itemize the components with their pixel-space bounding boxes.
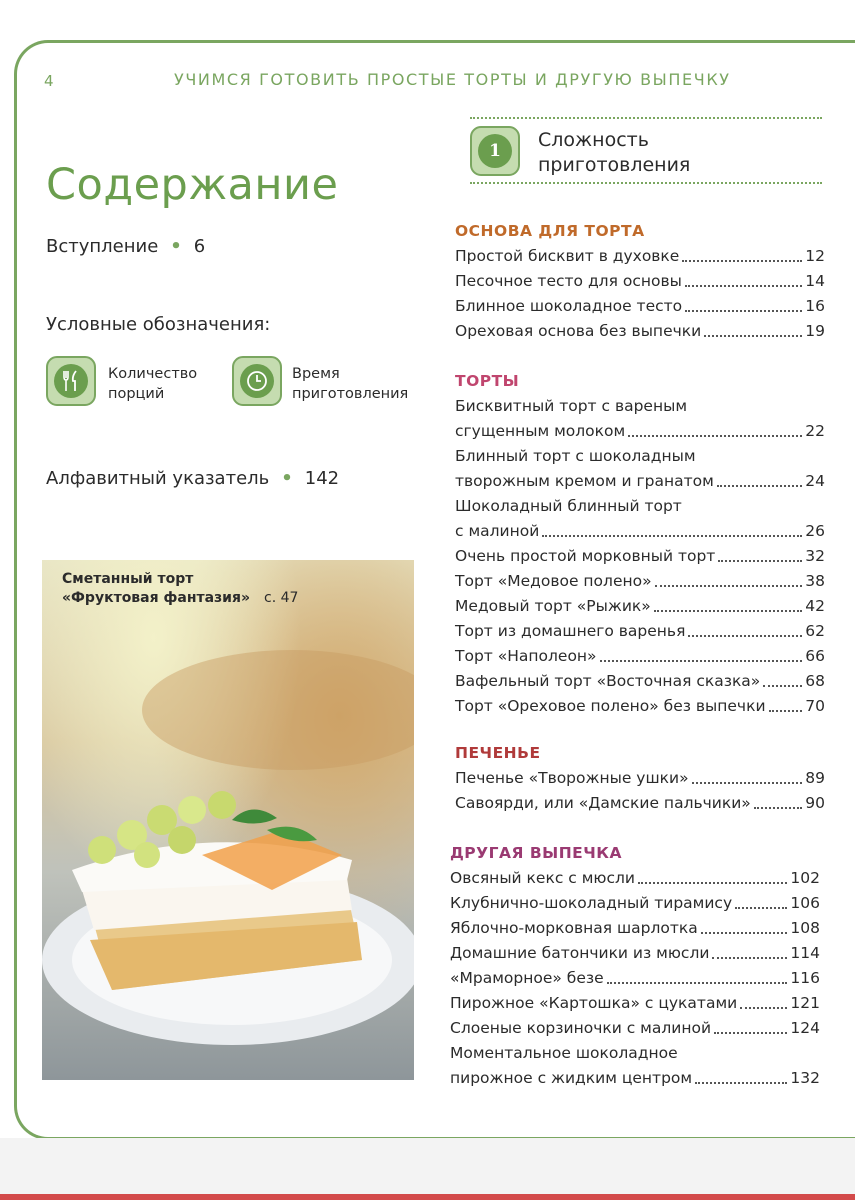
toc-entry-page: 22 — [805, 422, 825, 440]
cake-photo — [42, 560, 414, 1080]
dot-leader — [704, 335, 802, 337]
toc-entry-title: Савоярди, или «Дамские пальчики» — [455, 794, 751, 812]
toc-entry-line1[interactable] — [455, 444, 825, 468]
index-label: Алфавитный указатель — [46, 468, 270, 489]
toc-entry-page: 102 — [790, 869, 820, 887]
dot-leader — [628, 435, 802, 437]
dot-leader — [600, 660, 803, 662]
toc-entry-title: сгущенным молоком — [455, 422, 626, 440]
toc-entry-title: Яблочно-морковная шарлотка — [450, 919, 698, 937]
toc-entry-line1[interactable] — [450, 1041, 820, 1065]
toc-entry-page: 114 — [790, 944, 820, 962]
dot-leader — [769, 710, 803, 712]
toc-entry-title: Очень простой морковный торт — [455, 547, 716, 565]
fork-knife-glyph — [54, 364, 88, 398]
servings-legend-label — [108, 364, 197, 404]
toc-entry-title: творожным кремом и гранатом — [455, 472, 714, 490]
toc-entry[interactable] — [455, 294, 825, 318]
running-header: УЧИМСЯ ГОТОВИТЬ ПРОСТЫЕ ТОРТЫ И ДРУГУЮ ВЫПЕЧКУ — [174, 70, 731, 89]
toc-entry-page: 121 — [790, 994, 820, 1012]
dot-leader — [688, 635, 802, 637]
photo-caption — [62, 570, 298, 608]
toc-entry[interactable] — [450, 1016, 820, 1040]
cake-illustration — [42, 560, 414, 1080]
bottom-edge-stripe — [0, 1194, 855, 1200]
dot-leader — [682, 260, 802, 262]
index-page: 142 — [304, 468, 340, 489]
page-bottom-margin — [0, 1138, 855, 1200]
section-heading-base: ОСНОВА ДЛЯ ТОРТА — [455, 222, 645, 240]
toc-entry[interactable] — [455, 469, 825, 493]
dot-leader — [607, 982, 788, 984]
toc-entry[interactable] — [450, 941, 820, 965]
toc-entry[interactable] — [455, 694, 825, 718]
toc-entry[interactable] — [455, 269, 825, 293]
photo-caption-line1: Сметанный торт — [62, 571, 194, 587]
toc-entry-title: Ореховая основа без выпечки — [455, 322, 702, 340]
toc-entry-page: 19 — [805, 322, 825, 340]
index-entry[interactable] — [46, 468, 339, 489]
toc-entry[interactable] — [455, 544, 825, 568]
dot-leader — [654, 610, 803, 612]
toc-entry[interactable] — [450, 866, 820, 890]
dot-leader — [718, 560, 802, 562]
toc-entry-title: Торт «Наполеон» — [455, 647, 597, 665]
toc-entry-title: Торт «Медовое полено» — [455, 572, 652, 590]
legend-title: Условные обозначения: — [46, 314, 271, 335]
toc-entry-title: Вафельный торт «Восточная сказка» — [455, 672, 761, 690]
difficulty-badge-icon — [470, 126, 520, 176]
servings-label-line1: Количество — [108, 366, 198, 382]
time-legend-label — [292, 364, 408, 404]
toc-entry-page: 16 — [805, 297, 825, 315]
intro-entry[interactable] — [46, 236, 205, 257]
toc-entry-page: 66 — [805, 647, 825, 665]
dot-leader — [695, 1082, 787, 1084]
difficulty-level-value: 1 — [478, 134, 512, 168]
toc-entry-title: Клубнично-шоколадный тирамису — [450, 894, 733, 912]
time-label-line2: приготовления — [292, 386, 409, 402]
dotted-divider-top — [470, 117, 822, 119]
toc-entry[interactable] — [455, 669, 825, 693]
dot-leader — [714, 1032, 787, 1034]
toc-entry-page: 42 — [805, 597, 825, 615]
toc-entry-title: Овсяный кекс с мюсли — [450, 869, 635, 887]
intro-page: 6 — [193, 236, 206, 257]
toc-entry-page: 90 — [805, 794, 825, 812]
toc-entry-title: Простой бисквит в духовке — [455, 247, 680, 265]
toc-entry[interactable] — [455, 319, 825, 343]
dot-leader — [754, 807, 803, 809]
toc-entry-page: 89 — [805, 769, 825, 787]
difficulty-legend — [470, 122, 822, 182]
page-number: 4 — [44, 72, 54, 90]
bullet-dot: • — [164, 236, 189, 257]
section-heading-cookies: ПЕЧЕНЬЕ — [455, 744, 541, 762]
page-title: Содержание — [46, 160, 339, 210]
difficulty-label — [538, 128, 690, 178]
dot-leader — [712, 957, 787, 959]
toc-entry-title: Песочное тесто для основы — [455, 272, 682, 290]
toc-entry[interactable] — [450, 891, 820, 915]
toc-entry[interactable] — [455, 419, 825, 443]
clock-svg — [246, 370, 268, 392]
toc-entry-title: Медовый торт «Рыжик» — [455, 597, 651, 615]
toc-entry[interactable] — [455, 766, 825, 790]
difficulty-label-line1: Сложность — [538, 129, 649, 151]
dot-leader — [685, 310, 802, 312]
toc-entry[interactable] — [455, 569, 825, 593]
toc-entry-page: 108 — [790, 919, 820, 937]
dot-leader — [542, 535, 802, 537]
toc-entry-title: Торт «Ореховое полено» без выпечки — [455, 697, 766, 715]
toc-entry-page: 12 — [805, 247, 825, 265]
intro-label: Вступление — [46, 236, 159, 257]
toc-entry[interactable] — [455, 519, 825, 543]
toc-entry-page: 24 — [805, 472, 825, 490]
toc-entry-title-line1: Шоколадный блинный торт — [455, 497, 682, 515]
fork-knife-icon — [46, 356, 96, 406]
dot-leader — [763, 685, 802, 687]
toc-entry-page: 14 — [805, 272, 825, 290]
toc-entry-page: 70 — [805, 697, 825, 715]
dot-leader — [701, 932, 788, 934]
dotted-divider-bottom — [470, 182, 822, 184]
toc-entry-title: пирожное с жидким центром — [450, 1069, 693, 1087]
toc-entry-title: с малиной — [455, 522, 540, 540]
section-heading-cakes: ТОРТЫ — [455, 372, 520, 390]
toc-entry[interactable] — [450, 1066, 820, 1090]
photo-caption-line2: «Фруктовая фантазия» — [62, 590, 251, 606]
toc-entry-title-line1: Бисквитный торт с вареным — [455, 397, 688, 415]
toc-entry[interactable] — [450, 966, 820, 990]
toc-entry-title: Блинное шоколадное тесто — [455, 297, 683, 315]
toc-entry-title: Пирожное «Картошка» с цукатами — [450, 994, 738, 1012]
toc-entry[interactable] — [450, 991, 820, 1015]
toc-entry-page: 132 — [790, 1069, 820, 1087]
dot-leader — [740, 1007, 787, 1009]
toc-entry-page: 116 — [790, 969, 820, 987]
toc-entry-title: Торт из домашнего варенья — [455, 622, 686, 640]
toc-entry[interactable] — [455, 644, 825, 668]
dot-leader — [735, 907, 787, 909]
toc-entry-title-line1: Моментальное шоколадное — [450, 1044, 678, 1062]
toc-entry-page: 32 — [805, 547, 825, 565]
toc-entry-page: 38 — [805, 572, 825, 590]
servings-label-line2: порций — [108, 386, 165, 402]
difficulty-label-line2: приготовления — [538, 154, 691, 176]
toc-entry-title: «Мраморное» безе — [450, 969, 604, 987]
toc-entry-title-line1: Блинный торт с шоколадным — [455, 447, 696, 465]
toc-entry-line1[interactable] — [455, 394, 825, 418]
dot-leader — [685, 285, 802, 287]
toc-entry-page: 26 — [805, 522, 825, 540]
toc-entry-title: Домашние батончики из мюсли — [450, 944, 710, 962]
toc-entry-page: 106 — [790, 894, 820, 912]
toc-entry[interactable] — [455, 244, 825, 268]
toc-entry-line1[interactable] — [455, 494, 825, 518]
section-heading-other-pastry: ДРУГАЯ ВЫПЕЧКА — [450, 844, 622, 862]
toc-entry-title: Слоеные корзиночки с малиной — [450, 1019, 712, 1037]
photo-page-ref: с. 47 — [264, 590, 299, 606]
toc-entry[interactable] — [455, 791, 825, 815]
toc-entry-page: 62 — [805, 622, 825, 640]
clock-icon — [232, 356, 282, 406]
toc-entry[interactable] — [450, 916, 820, 940]
dot-leader — [655, 585, 803, 587]
dot-leader — [717, 485, 802, 487]
dot-leader — [692, 782, 803, 784]
toc-entry-page: 68 — [805, 672, 825, 690]
time-label-line1: Время — [292, 366, 340, 382]
toc-entry-page: 124 — [790, 1019, 820, 1037]
bullet-dot: • — [275, 468, 300, 489]
toc-entry[interactable] — [455, 594, 825, 618]
fork-knife-svg — [61, 370, 81, 392]
dot-leader — [638, 882, 787, 884]
clock-glyph — [240, 364, 274, 398]
toc-entry[interactable] — [455, 619, 825, 643]
toc-entry-title: Печенье «Творожные ушки» — [455, 769, 689, 787]
